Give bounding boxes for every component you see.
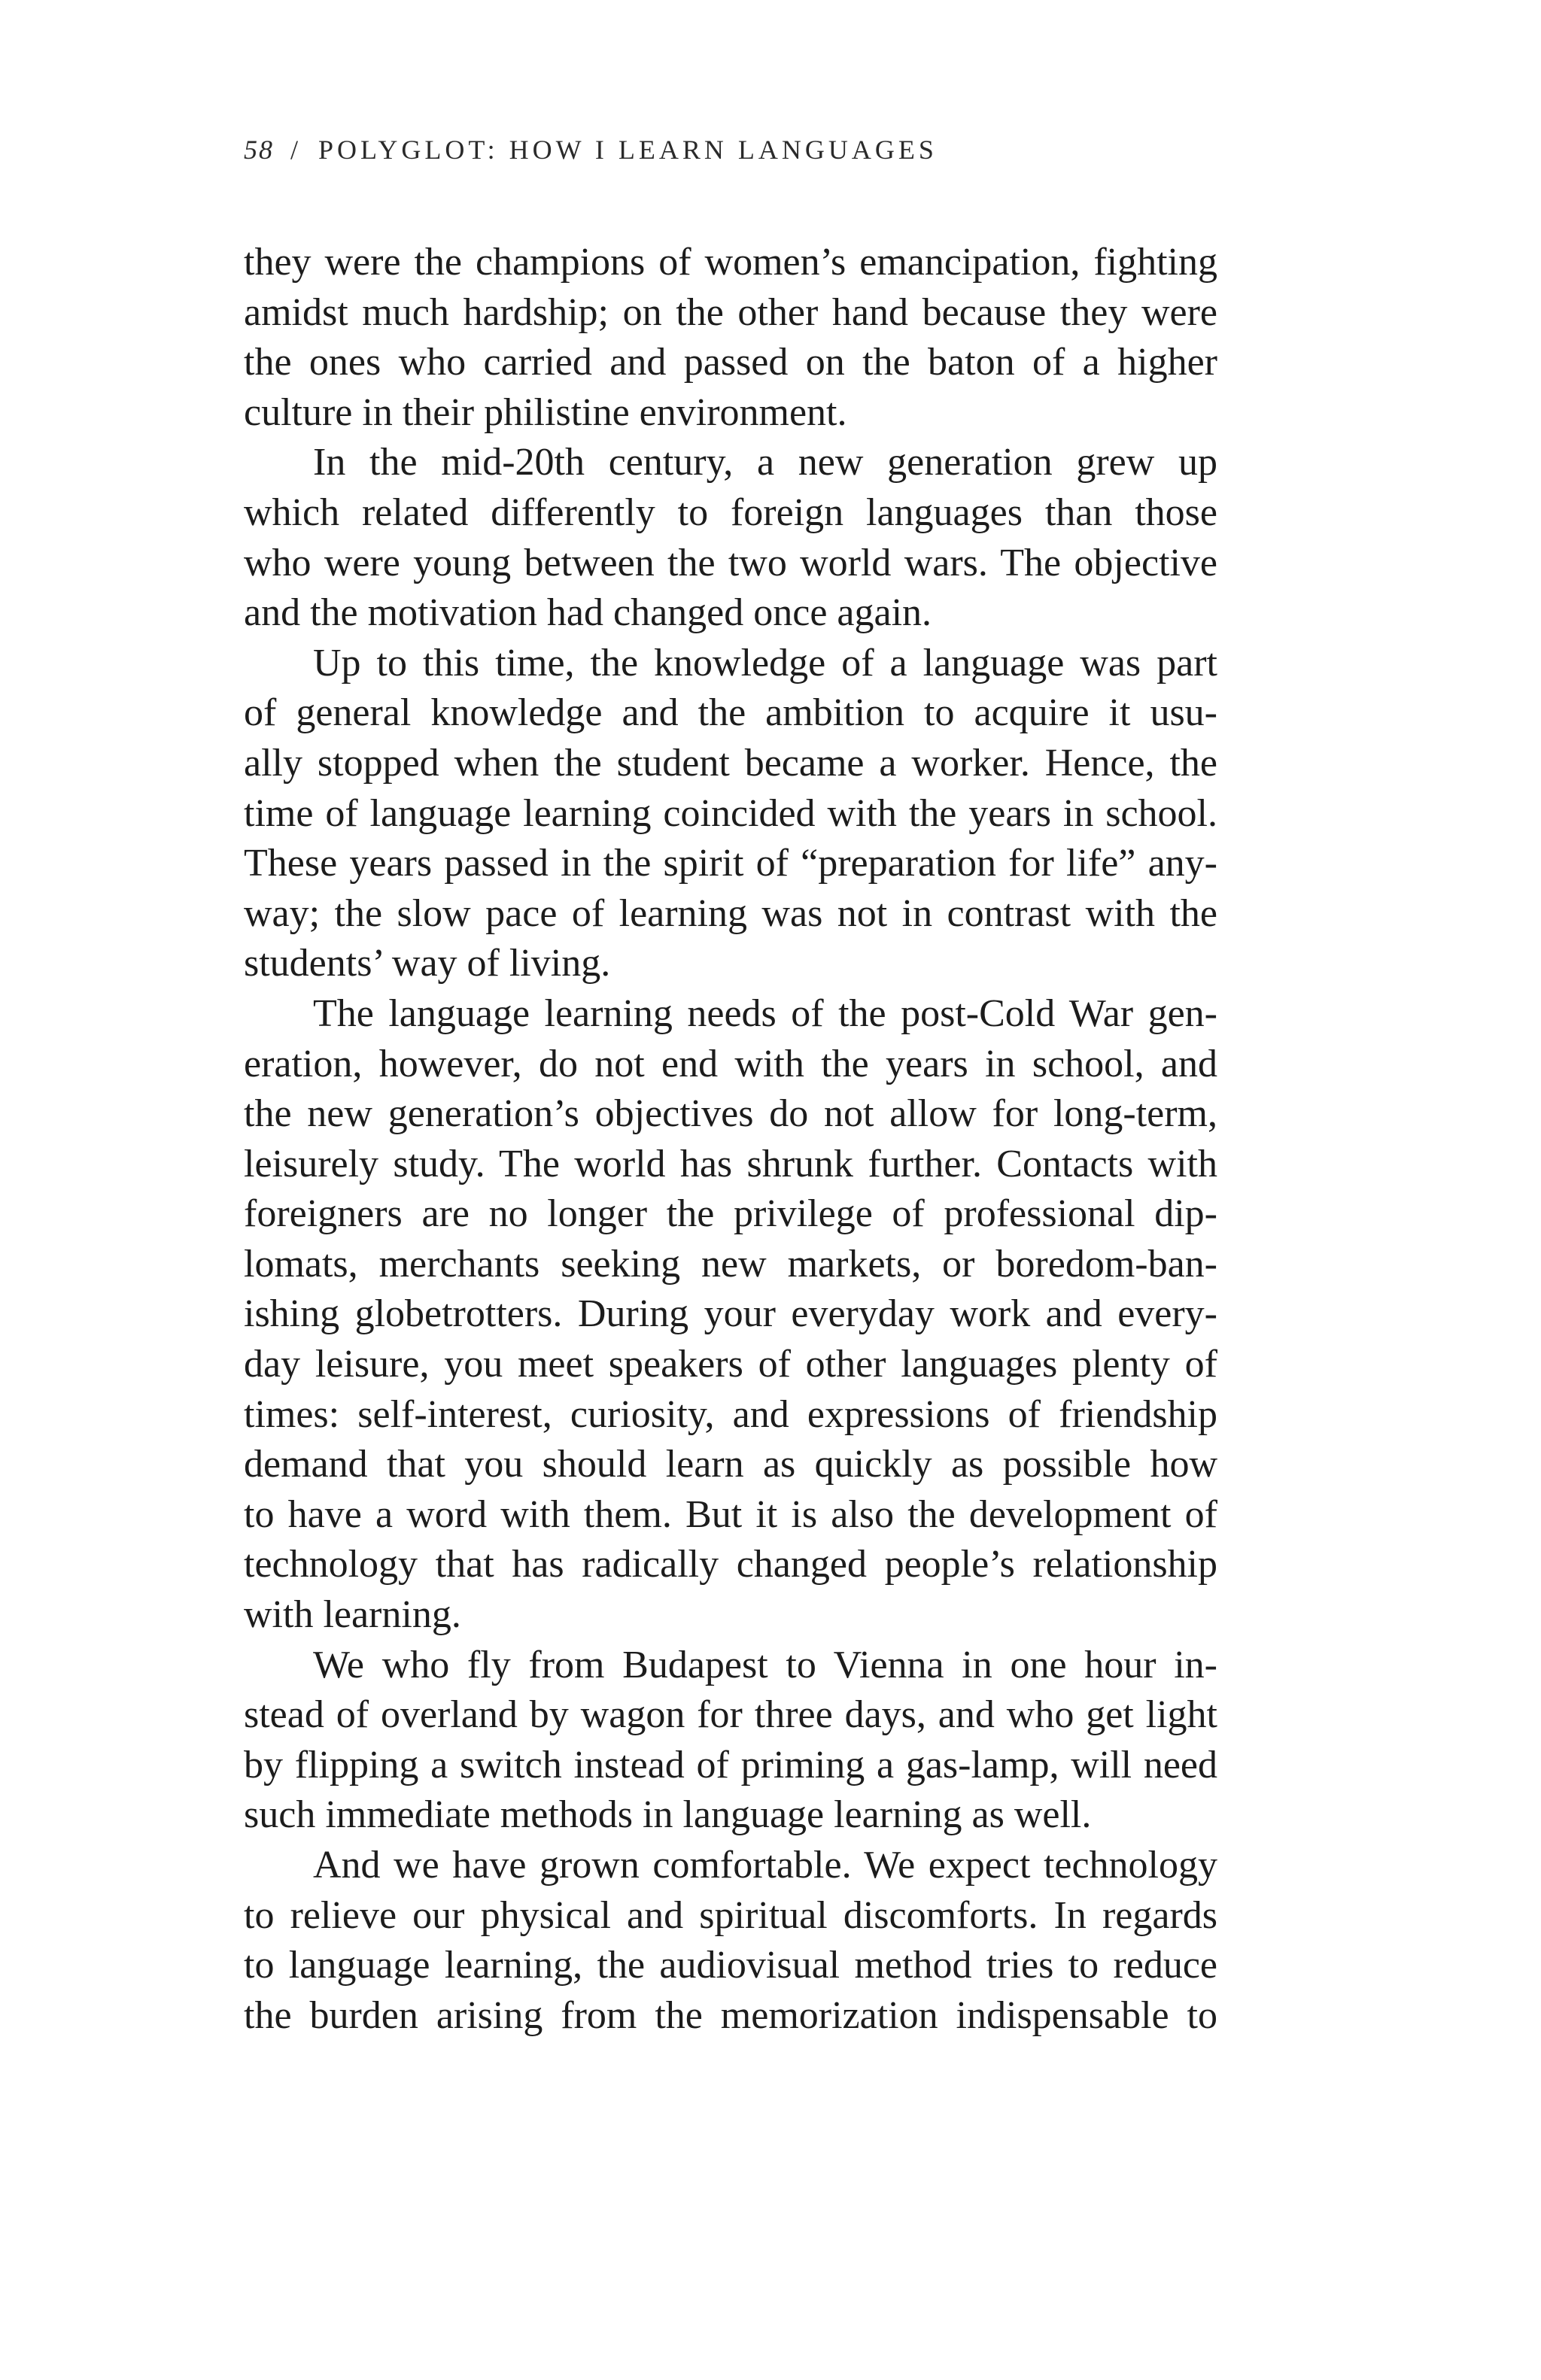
text-line: ally stopped when the student became a worker. Hence, the (244, 741, 1217, 785)
text-line: eration, however, do not end with the years in school, and (244, 1042, 1217, 1085)
text-line: amidst much hardship; on the other hand because they were (244, 290, 1217, 334)
text-line: foreigners are no longer the privilege of professional dip- (244, 1192, 1217, 1236)
text-line: the new generation’s objectives do not allow for long-term, (244, 1092, 1217, 1136)
text-line: to relieve our physical and spiritual discomforts. In regards (244, 1893, 1217, 1937)
text-line: such immediate methods in language learning as well. (244, 1793, 1092, 1837)
text-line: which related differently to foreign languages than those (244, 490, 1217, 534)
text-line: of general knowledge and the ambition to acquire it usu- (244, 691, 1217, 735)
body-text (244, 238, 1217, 2041)
text-line: to have a word with them. But it is also the development of (244, 1492, 1217, 1536)
text-line: by flipping a switch instead of priming a gas-lamp, will need (244, 1743, 1217, 1787)
header-separator: / (290, 135, 302, 165)
paragraph (244, 639, 1217, 989)
paragraph (244, 1641, 1217, 1841)
text-line: Up to this time, the knowledge of a language was part (313, 641, 1217, 685)
text-line: And we have grown comfortable. We expect technology (313, 1844, 1217, 1887)
text-line: to language learning, the audiovisual method tries to reduce (244, 1944, 1217, 1987)
text-line: times: self-interest, curiosity, and expressions of friendship (244, 1392, 1217, 1436)
paragraph (244, 438, 1217, 638)
text-line: the burden arising from the memorization indispensable to (244, 1993, 1217, 2037)
text-line: These years passed in the spirit of “preparation for life” any- (244, 842, 1217, 885)
book-title: POLYGLOT: HOW I LEARN LANGUAGES (318, 135, 938, 165)
text-line: with learning. (244, 1593, 461, 1637)
text-line: day leisure, you meet speakers of other languages plenty of (244, 1343, 1217, 1386)
text-line: stead of overland by wagon for three days, and who get light (244, 1693, 1217, 1737)
text-line: the ones who carried and passed on the baton of a higher (244, 341, 1217, 384)
text-line: and the motivation had changed once again. (244, 591, 932, 635)
page-number: 58 (244, 135, 274, 165)
text-line: demand that you should learn as quickly as possible how (244, 1443, 1217, 1486)
text-line: students’ way of living. (244, 942, 611, 985)
text-line: time of language learning coincided with the years in school. (244, 791, 1217, 835)
paragraph (244, 1841, 1217, 2041)
text-line: In the mid-20th century, a new generation grew up (313, 441, 1217, 484)
text-line: way; the slow pace of learning was not in contrast with the (244, 891, 1217, 935)
paragraph (244, 989, 1217, 1641)
text-line: technology that has radically changed people’s relationship (244, 1543, 1217, 1586)
paragraph (244, 238, 1217, 438)
text-line: they were the champions of women’s emancipation, fighting (244, 241, 1217, 284)
text-line: ishing globetrotters. During your everyday work and every- (244, 1292, 1217, 1336)
text-line: The language learning needs of the post-Cold War gen- (313, 991, 1217, 1035)
text-line: culture in their philistine environment. (244, 390, 847, 434)
text-line: leisurely study. The world has shrunk further. Contacts with (244, 1142, 1217, 1185)
text-line: We who fly from Budapest to Vienna in one hour in- (313, 1643, 1217, 1686)
running-head (244, 134, 938, 165)
text-line: who were young between the two world wars. The objective (244, 541, 1217, 584)
text-line: lomats, merchants seeking new markets, or boredom-ban- (244, 1242, 1217, 1286)
